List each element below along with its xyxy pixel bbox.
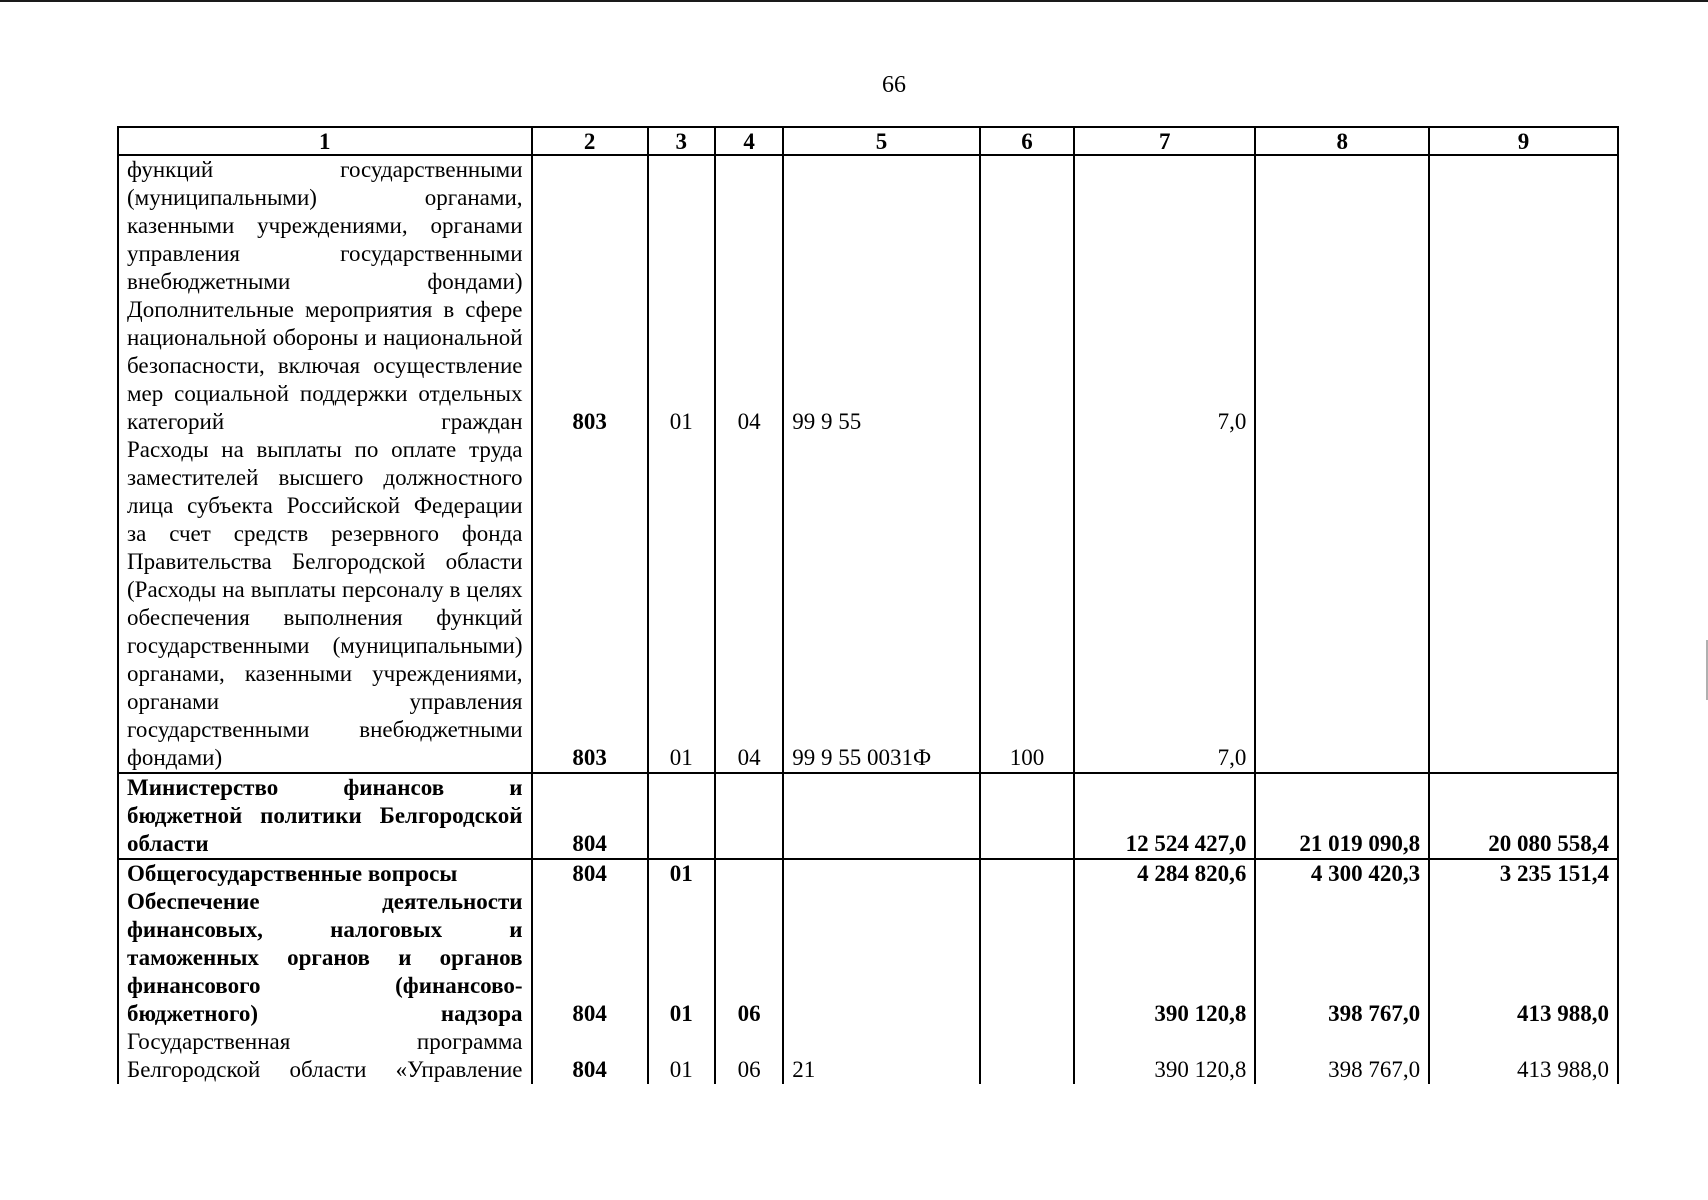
table-row	[118, 888, 1618, 1028]
row-code-expense-type	[980, 155, 1074, 296]
row-amount-col-9	[1429, 296, 1618, 436]
row-code-subsection	[715, 773, 783, 859]
row-code-section: 01	[648, 296, 715, 436]
row-code-subsection	[715, 859, 783, 888]
header-col-4: 4	[715, 127, 783, 155]
page-number: 66	[882, 72, 906, 98]
row-code-section: 01	[648, 859, 715, 888]
row-amount-col-8: 4 300 420,3	[1255, 859, 1429, 888]
row-name: функций государственными (муниципальными) органами, казенными учреждениями, органами управления государственными внебюджетными фондами)	[118, 155, 532, 296]
row-name: Обеспечение деятельности финансовых, налоговых и таможенных органов и органов финансового (финансово-бюджетного) надзора	[118, 888, 532, 1028]
row-amount-col-8: 398 767,0	[1255, 888, 1429, 1028]
row-amount-col-7: 7,0	[1074, 436, 1255, 773]
table-row	[118, 155, 1618, 296]
header-row	[118, 127, 1618, 155]
row-amount-col-8	[1255, 436, 1429, 773]
row-code-ministry: 804	[532, 773, 648, 859]
budget-table-container	[117, 126, 1619, 1110]
row-amount-col-8	[1255, 296, 1429, 436]
row-code-target: 99 9 55	[783, 296, 979, 436]
row-code-ministry: 804	[532, 1028, 648, 1084]
row-amount-col-9: 20 080 558,4	[1429, 773, 1618, 859]
row-amount-col-7: 390 120,8	[1074, 888, 1255, 1028]
row-amount-col-8	[1255, 155, 1429, 296]
row-name: Расходы на выплаты по оплате труда заместителей высшего должностного лица субъекта Российской Федерации за счет средств резервного фонда Правительства Белгородской области (Расходы на выплаты персоналу в целях обеспечения выполнения функций государственными (муниципальными) органами, казенными учреждениями, органами управления государственными внебюджетными фондами)	[118, 436, 532, 773]
row-code-target	[783, 888, 979, 1028]
row-code-target	[783, 859, 979, 888]
table-row	[118, 773, 1618, 859]
row-amount-col-9	[1429, 155, 1618, 296]
row-code-target: 99 9 55 0031Ф	[783, 436, 979, 773]
header-col-7: 7	[1074, 127, 1255, 155]
row-code-section: 01	[648, 1028, 715, 1084]
row-name: Дополнительные мероприятия в сфере национальной обороны и национальной безопасности, включая осуществление мер социальной поддержки отдельных категорий граждан	[118, 296, 532, 436]
table-row	[118, 296, 1618, 436]
row-amount-col-9: 3 235 151,4	[1429, 859, 1618, 888]
row-amount-col-7: 12 524 427,0	[1074, 773, 1255, 859]
table-row	[118, 1028, 1618, 1084]
row-code-subsection: 06	[715, 1028, 783, 1084]
row-code-expense-type	[980, 773, 1074, 859]
header-col-6: 6	[980, 127, 1074, 155]
row-code-target	[783, 155, 979, 296]
row-code-section	[648, 155, 715, 296]
row-code-expense-type	[980, 859, 1074, 888]
row-code-expense-type	[980, 1028, 1074, 1084]
row-amount-col-7: 390 120,8	[1074, 1028, 1255, 1084]
row-code-subsection: 04	[715, 436, 783, 773]
row-name: Министерство финансов и бюджетной политики Белгородской области	[118, 773, 532, 859]
header-col-3: 3	[648, 127, 715, 155]
table-row	[118, 859, 1618, 888]
top-border-line	[0, 0, 1708, 2]
row-code-expense-type	[980, 296, 1074, 436]
row-code-section	[648, 773, 715, 859]
header-col-5: 5	[783, 127, 979, 155]
row-code-ministry: 803	[532, 436, 648, 773]
row-code-subsection: 04	[715, 296, 783, 436]
row-code-ministry	[532, 155, 648, 296]
row-code-expense-type: 100	[980, 436, 1074, 773]
row-amount-col-7	[1074, 155, 1255, 296]
row-amount-col-9	[1429, 436, 1618, 773]
row-code-subsection: 06	[715, 888, 783, 1028]
row-amount-col-9: 413 988,0	[1429, 1028, 1618, 1084]
row-code-ministry: 804	[532, 859, 648, 888]
row-name: Общегосударственные вопросы	[118, 859, 532, 888]
row-code-target	[783, 773, 979, 859]
header-col-1: 1	[118, 127, 532, 155]
row-code-subsection	[715, 155, 783, 296]
budget-table	[117, 126, 1619, 1084]
row-amount-col-7: 4 284 820,6	[1074, 859, 1255, 888]
row-amount-col-9: 413 988,0	[1429, 888, 1618, 1028]
table-row	[118, 436, 1618, 773]
row-code-section: 01	[648, 888, 715, 1028]
row-code-section: 01	[648, 436, 715, 773]
header-col-9: 9	[1429, 127, 1618, 155]
row-code-ministry: 804	[532, 888, 648, 1028]
row-code-ministry: 803	[532, 296, 648, 436]
row-amount-col-8: 21 019 090,8	[1255, 773, 1429, 859]
row-name: Государственная программа Белгородской области «Управление	[118, 1028, 532, 1084]
header-col-8: 8	[1255, 127, 1429, 155]
row-amount-col-8: 398 767,0	[1255, 1028, 1429, 1084]
row-code-expense-type	[980, 888, 1074, 1028]
row-amount-col-7: 7,0	[1074, 296, 1255, 436]
row-code-target: 21	[783, 1028, 979, 1084]
header-col-2: 2	[532, 127, 648, 155]
